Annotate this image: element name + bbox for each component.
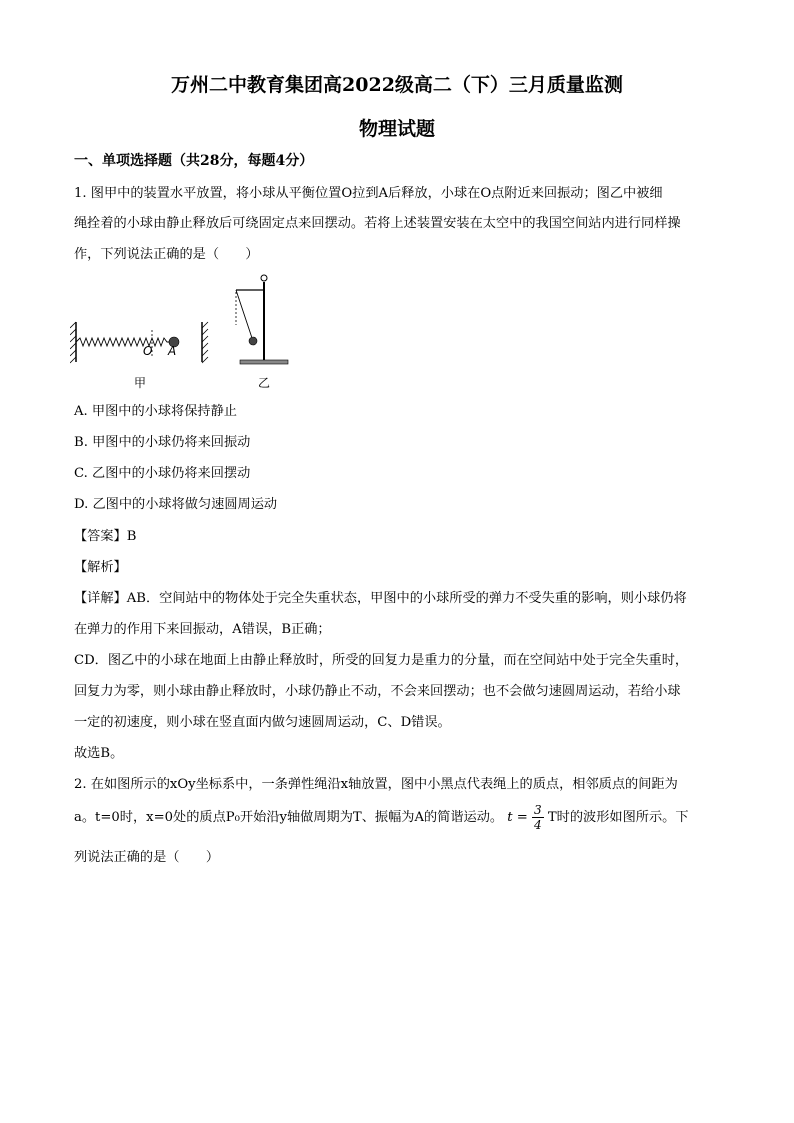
- q2-text-line2: [74, 803, 689, 832]
- fraction-numerator: 3: [534, 803, 542, 817]
- q2-line2-t: t =: [507, 810, 528, 825]
- q1-detail-line4: 回复力为零，则小球由静止释放时，小球仍静止不动，不会来回摆动；也不会做匀速圆周运动，若给小球: [74, 684, 681, 699]
- q1-detail-line1: 【详解】AB．空间站中的物体处于完全失重状态，甲图中的小球所受的弹力不受失重的影响，则小球仍将: [74, 591, 687, 606]
- q2-text-line3: 列说法正确的是（ ）: [74, 850, 220, 865]
- q1-text-line1: 1. 图甲中的装置水平放置，将小球从平衡位置O拉到A后释放，小球在O点附近来回振动；图乙中被细: [74, 186, 663, 201]
- q1-conclusion: 故选B。: [74, 746, 124, 761]
- q1-option-c: C. 乙图中的小球仍将来回摆动: [74, 466, 251, 481]
- q1-detail-line2: 在弹力的作用下来回振动，A错误，B正确；: [74, 622, 331, 637]
- q2-line2-pre: a。t=0时，x=0处的质点P₀开始沿y轴做周期为T、振幅为A的简谐运动。: [74, 810, 504, 825]
- caption-yi: 乙: [258, 376, 271, 390]
- exam-subtitle: 物理试题: [358, 118, 435, 140]
- label-a: A: [168, 344, 177, 358]
- q1-option-b: B. 甲图中的小球仍将来回振动: [74, 435, 251, 450]
- q1-answer: 【答案】B: [74, 529, 137, 544]
- fraction-three-quarters: [532, 803, 544, 832]
- q2-line2-post: T时的波形如图所示。下: [547, 810, 689, 825]
- q1-analysis: 【解析】: [74, 560, 127, 575]
- q1-option-d: D. 乙图中的小球将做匀速圆周运动: [74, 497, 278, 512]
- q1-text-line2: 绳拴着的小球由静止释放后可绕固定点来回摆动。若将上述装置安装在太空中的我国空间站内进行同样操: [74, 216, 681, 231]
- q2-text-line1: 2. 在如图所示的xOy坐标系中，一条弹性绳沿x轴放置，图中小黑点代表绳上的质点，相邻质点的间距为: [74, 777, 678, 792]
- exam-title: 万州二中教育集团高2022级高二（下）三月质量监测: [171, 74, 623, 96]
- label-o: O: [143, 344, 153, 358]
- q1-detail-line3: CD．图乙中的小球在地面上由静止释放时，所受的回复力是重力的分量，而在空间站中处于完全失重时，: [74, 653, 689, 668]
- q1-figure: [70, 270, 300, 395]
- q1-detail-line5: 一定的初速度，则小球在竖直面内做匀速圆周运动，C、D错误。: [74, 715, 451, 730]
- fraction-denominator: 4: [534, 818, 542, 832]
- q1-option-a: A. 甲图中的小球将保持静止: [74, 404, 237, 419]
- section-heading: 一、单项选择题（共28分，每题4分）: [74, 153, 314, 169]
- caption-jia: 甲: [134, 376, 147, 390]
- q1-text-line3: 作，下列说法正确的是（ ）: [74, 247, 259, 262]
